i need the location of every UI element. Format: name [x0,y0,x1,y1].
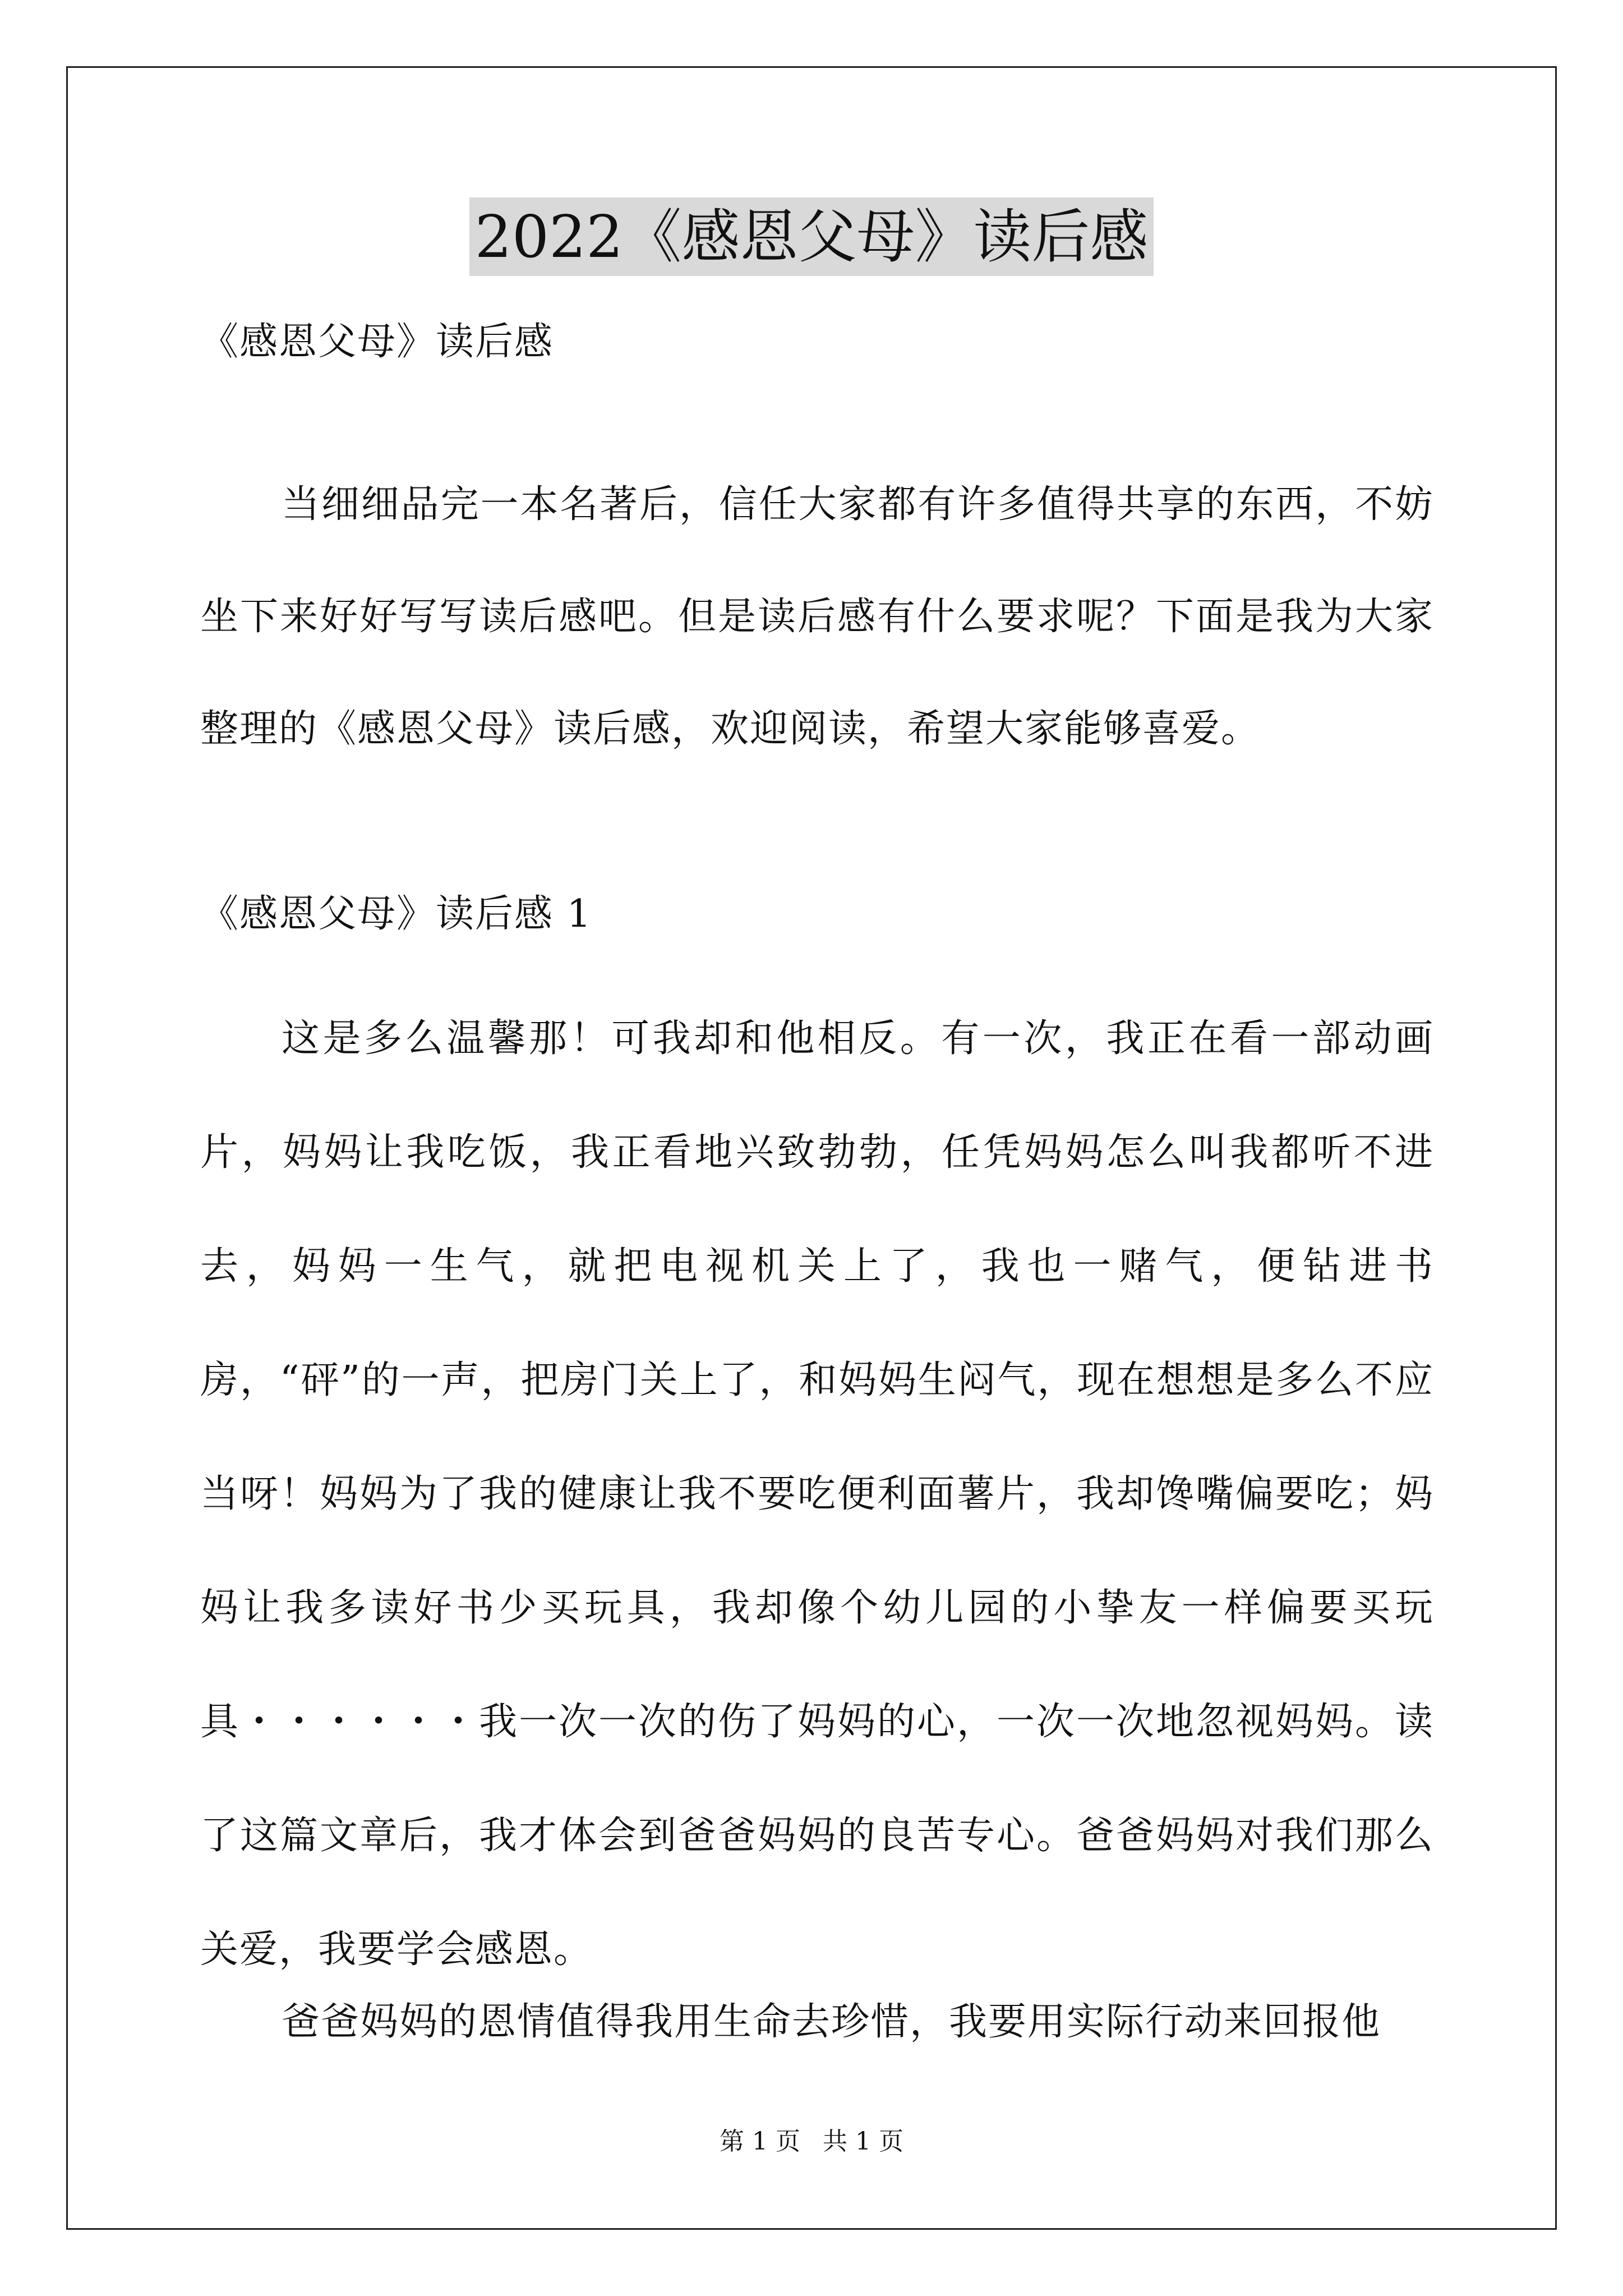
section-heading: 《感恩父母》读后感 1 [200,892,592,936]
page-total: 共 1 页 [823,2127,903,2156]
subheading: 《感恩父母》读后感 [200,320,554,364]
page-footer [0,2125,1623,2159]
page-number: 第 1 页 [720,2127,800,2156]
document-title: 2022《感恩父母》读后感 [469,197,1154,276]
document-title-container [0,197,1623,276]
body-paragraph: 这是多么温馨那！可我却和他相反。有一次，我正在看一部动画片，妈妈让我吃饭，我正看地兴致勃勃，任凭妈妈怎么叫我都听不进去，妈妈一生气，就把电视机关上了，我也一赌气，便钻进书房，“砰”的一声，把房门关上了，和妈妈生闷气，现在想想是多么不应当呀！妈妈为了我的健康让我不要吃便利面薯片，我却馋嘴偏要吃；妈妈让我多读好书少买玩具，我却像个幼儿园的小挚友一样偏要买玩具・・・・・・我一次一次的伤了妈妈的心，一次一次地忽视妈妈。读了这篇文章后，我才体会到爸爸妈妈的良苦专心。爸爸妈妈对我们那么关爱，我要学会感恩。 [200,1016,1434,1972]
body-paragraph-continued: 爸爸妈妈的恩情值得我用生命去珍惜，我要用实际行动来回报他 [282,2000,1381,2044]
intro-paragraph: 当细细品完一本名著后，信任大家都有许多值得共享的东西，不妨坐下来好好写写读后感吧。但是读后感有什么要求呢？下面是我为大家整理的《感恩父母》读后感，欢迎阅读，希望大家能够喜爱。 [200,482,1434,751]
